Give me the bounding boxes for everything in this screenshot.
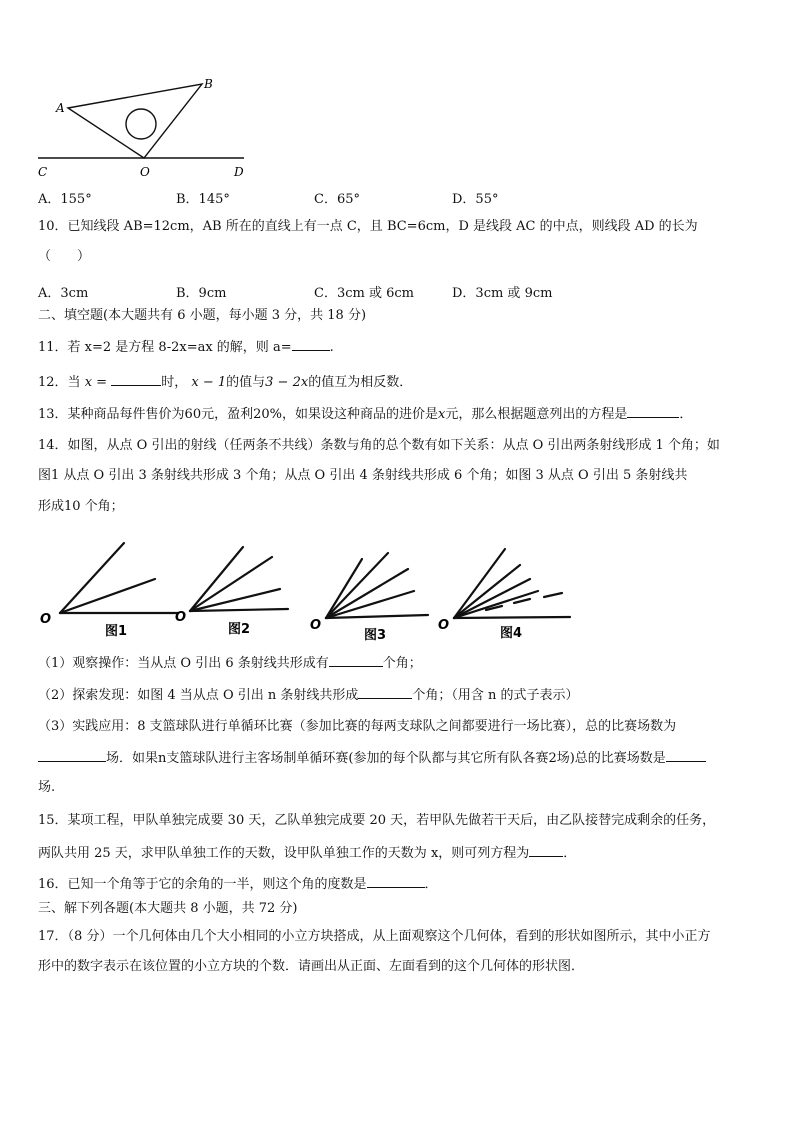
- q14-part3-blank2: [666, 749, 706, 762]
- q13-price: 60: [184, 407, 202, 422]
- q11: [38, 338, 334, 357]
- q14-line1: 14．如图，从点 O 引出的射线（任两条不共线）条数与角的总个数有如下关系：从点 O 引出两条射线形成 1 个角；如: [38, 438, 720, 453]
- q10-option-d: D．3cm 或 9cm: [452, 286, 553, 301]
- q16: [38, 875, 438, 894]
- q15-line2-text: 两队共用 25 天，求甲队单独工作的天数，设甲队单独工作的天数为 x，则可列方程为: [38, 846, 530, 861]
- q14-part2-text: （2）探索发现：如图 4 当从点 O 引出 n 条射线共形成: [38, 688, 359, 703]
- label-B: B: [204, 77, 213, 91]
- label-C: C: [38, 165, 48, 179]
- q12-var-x: x: [84, 375, 93, 390]
- fig1-caption: 图1: [105, 624, 128, 639]
- q10-paren: （ ）: [38, 249, 91, 264]
- q12-text-b: 时，: [161, 375, 188, 390]
- q13-end: ．: [679, 407, 693, 422]
- ray-figures: [30, 535, 590, 645]
- q14-part1-end: 个角；: [382, 656, 422, 671]
- q10-text: 10．已知线段 AB=12cm，AB 所在的直线上有一点 C，且 BC=6cm，D 是线段 AC 的中点，则线段 AD 的长为: [38, 219, 698, 234]
- q14-part2-end: 个角；（用含 n 的式子表示）: [412, 688, 579, 703]
- q15-blank: [529, 844, 563, 857]
- q12-text-c: 的值与: [226, 375, 266, 390]
- fig3-caption: 图3: [364, 628, 387, 643]
- section3-heading: 三、解下列各题(本大题共 8 小题，共 72 分): [38, 901, 298, 916]
- q13-var-x: x: [438, 407, 446, 422]
- q15-line1: 15．某项工程，甲队单独完成要 30 天，乙队单独完成要 20 天，若甲队先做若干天后，由乙队接替完成剩余的任务，: [38, 813, 716, 828]
- q14-part1-blank: [329, 654, 383, 667]
- fig4-o-label: O: [438, 618, 450, 633]
- fig1-o-label: O: [40, 612, 52, 627]
- q14-part3-text-b: 场．如果n支篮球队进行主客场制单循环赛(参加的每个队都与其它所有队各赛2场)总的比赛场数是: [106, 751, 666, 766]
- fig2-caption: 图2: [228, 622, 251, 637]
- q14-part3-blank1: [38, 749, 106, 762]
- q16-end: ．: [424, 877, 438, 892]
- q9-option-c: C．65°: [314, 192, 360, 207]
- q13-text-d: 元，那么根据题意列出的方程是: [445, 407, 628, 422]
- q15-line2: [38, 844, 576, 863]
- q14-part3-end: 场.: [38, 780, 56, 795]
- q14-part2-blank: [358, 686, 412, 699]
- q16-text: 16．已知一个角等于它的余角的一半，则这个角的度数是: [38, 877, 367, 892]
- label-D: D: [234, 165, 244, 179]
- q12: [38, 373, 412, 392]
- q12-text-d: 的值互为相反数．: [308, 375, 413, 390]
- q11-end: .: [329, 340, 334, 355]
- q14-part1-text: （1）观察操作：当从点 O 引出 6 条射线共形成有: [38, 656, 329, 671]
- label-O: O: [140, 165, 150, 179]
- q13-text-a: 13．某种商品每件售价为: [38, 407, 185, 422]
- q14-line3: 形成10 个角；: [38, 499, 124, 514]
- figure-4: [454, 549, 570, 618]
- q17-line1: 17．（8 分）一个几何体由几个大小相同的小立方块搭成，从上面观察这个几何体，看到的形状如图所示，其中小正方: [38, 929, 711, 944]
- q12-expr1: x − 1: [191, 375, 227, 390]
- q13-blank: [627, 405, 679, 418]
- q13-text-c: ，如果设这种商品的进价是: [282, 407, 439, 422]
- q11-blank: [292, 338, 330, 351]
- q14-part3: （3）实践应用：8 支篮球队进行单循环比赛（参加比赛的每两支球队之间都要进行一场比赛），总的比赛场数为: [38, 719, 677, 734]
- q12-eq: =: [96, 375, 108, 390]
- q9-option-b: B．145°: [176, 192, 230, 207]
- figure-3: [326, 553, 428, 618]
- figure-1: [60, 543, 178, 613]
- q12-text-a: 12．当: [38, 375, 81, 390]
- fig2-o-label: O: [175, 610, 187, 625]
- q14-line2: 图1 从点 O 引出 3 条射线共形成 3 个角；从点 O 引出 4 条射线共形成 6 个角；如图 3 从点 O 引出 5 条射线共: [38, 468, 688, 483]
- figure-2: [190, 547, 288, 611]
- q9-option-a: A．155°: [38, 192, 92, 207]
- q9-option-d: D．55°: [452, 192, 499, 207]
- section2-heading: 二、填空题(本大题共有 6 小题，每小题 3 分，共 18 分): [38, 308, 367, 323]
- q13-text-b: 元，盈利: [201, 407, 254, 422]
- q14-part2: [38, 686, 579, 705]
- label-A: A: [56, 101, 65, 115]
- q10-option-a: A．3cm: [38, 286, 89, 301]
- q10-option-c: C．3cm 或 6cm: [314, 286, 414, 301]
- q13: [38, 405, 692, 424]
- fig4-caption: 图4: [500, 626, 523, 641]
- q15-line2-end: ．: [563, 846, 577, 861]
- q14-part3-cont: [38, 749, 706, 768]
- q14-part1: [38, 654, 422, 673]
- q12-blank: [111, 373, 161, 386]
- q10-option-b: B．9cm: [176, 286, 227, 301]
- q13-pct: 20%: [253, 407, 283, 422]
- q17-line2: 形中的数字表示在该位置的小立方块的个数．请画出从正面、左面看到的这个几何体的形状图．: [38, 959, 585, 974]
- q11-text: 11．若 x=2 是方程 8-2x=ax 的解，则 a=: [38, 340, 292, 355]
- q12-expr2: 3 − 2x: [265, 375, 309, 390]
- q16-blank: [367, 875, 425, 888]
- fig3-o-label: O: [310, 618, 322, 633]
- triangle-figure: [30, 72, 260, 182]
